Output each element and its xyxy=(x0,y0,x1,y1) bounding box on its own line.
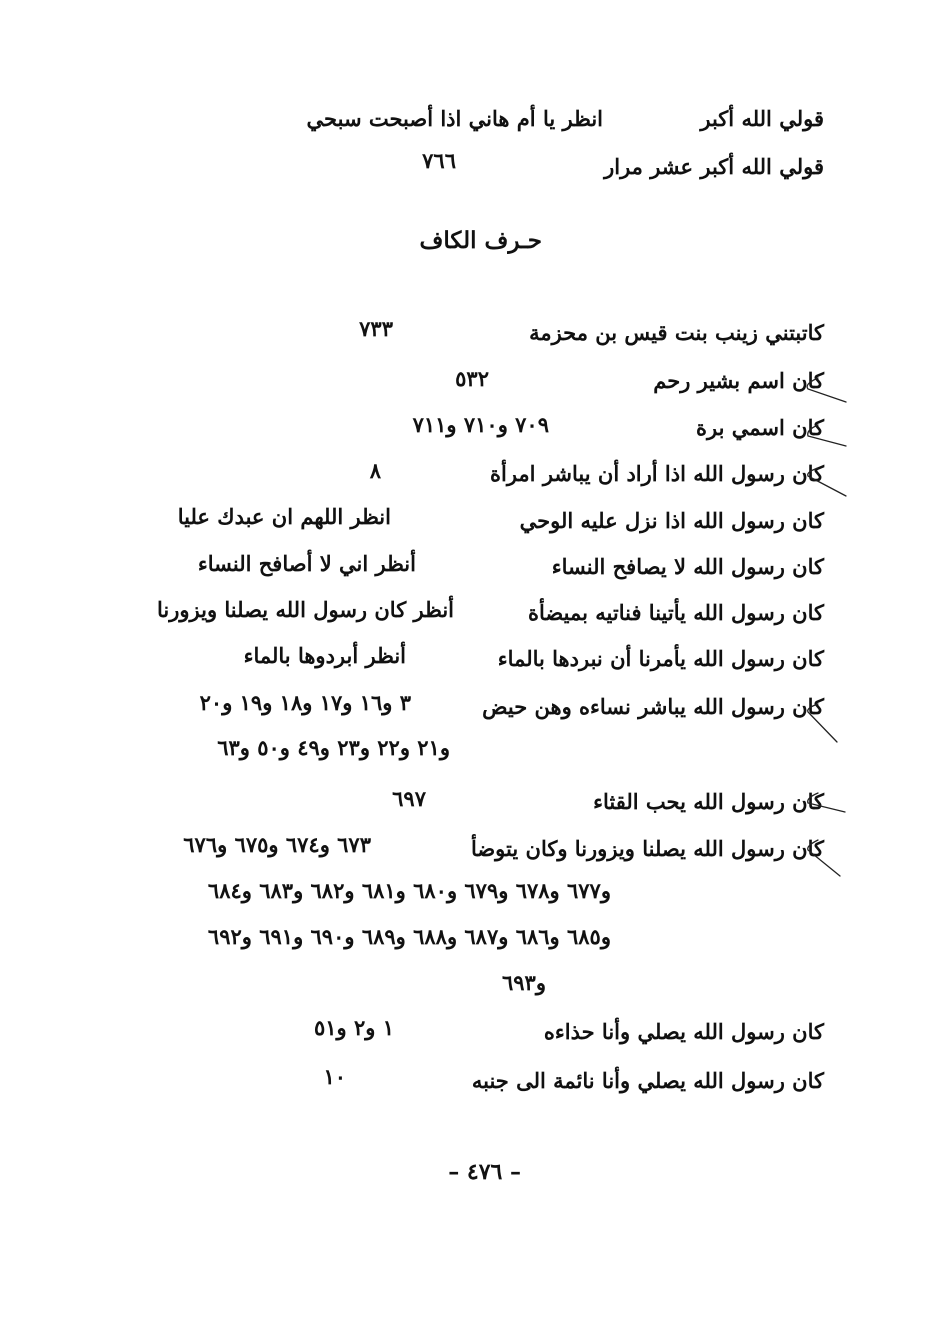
entry-text: قولي الله أكبر عشر مرار xyxy=(604,154,824,179)
entry-refs: ٨ xyxy=(369,458,381,483)
entry-text: كان رسول الله يصلي وأنا نائمة الى جنبه xyxy=(471,1068,824,1093)
entry-text: كان رسول الله يصلي وأنا حذاءه xyxy=(543,1019,824,1044)
entry-text: قولي الله أكبر xyxy=(700,106,824,131)
entry-refs-continued: و٦٨٥ و٦٨٦ و٦٨٧ و٦٨٨ و٦٨٩ و٦٩٠ و٦٩١ و٦٩٢ xyxy=(207,924,611,949)
entry-text: كان رسول الله يأمرنا أن نبردها بالماء xyxy=(497,646,824,671)
entry-refs: ٦٧٣ و٦٧٤ و٦٧٥ و٦٧٦ xyxy=(183,832,371,857)
entry-text: كان رسول الله يأتينا فناتيه بميضأة xyxy=(528,600,824,625)
entry-refs: ٧٦٦ xyxy=(422,148,456,173)
entry-text: كاتبتني زينب بنت قيس بن محزمة xyxy=(529,320,824,345)
entry-refs: ٣ و١٦ و١٧ و١٨ و١٩ و٢٠ xyxy=(199,690,411,715)
entry-refs: ٧٣٣ xyxy=(359,316,393,341)
entry-text: كان رسول الله يحب القثاء xyxy=(593,789,824,814)
entry-see-reference: أنظر أبردوها بالماء xyxy=(243,643,406,668)
entry-see-reference: أنظر اني لا أصافح النساء xyxy=(197,551,416,576)
entry-text: كان رسول الله يباشر نساءه وهن حيض xyxy=(482,694,824,719)
entry-text: كان رسول الله يصلنا ويزورنا وكان يتوضأ xyxy=(470,836,824,861)
entry-refs-continued: و٢١ و٢٢ و٢٣ و٤٩ و٥٠ و٦٣ xyxy=(217,735,450,760)
entry-refs: ٦٩٧ xyxy=(392,786,426,811)
entry-text: كان اسمي برة xyxy=(696,415,824,440)
entry-refs: ٥٣٢ xyxy=(455,366,489,391)
section-heading: حـرف الكاف xyxy=(419,227,542,254)
entry-text: كان رسول الله لا يصافح النساء xyxy=(551,554,824,579)
entry-refs: ١ و٢ و٥١ xyxy=(313,1015,394,1040)
entry-refs-continued: و٦٩٣ xyxy=(502,970,546,995)
entry-text: كان اسم بشير رحم xyxy=(653,368,824,393)
entry-refs-continued: و٦٧٧ و٦٧٨ و٦٧٩ و٦٨٠ و٦٨١ و٦٨٢ و٦٨٣ و٦٨٤ xyxy=(207,878,611,903)
entry-refs: ٧٠٩ و٧١٠ و٧١١ xyxy=(412,412,549,437)
entry-see-reference: انظر اللهم ان عبدك عليا xyxy=(177,504,391,529)
entry-see-reference: انظر يا أم هاني اذا أصبحت سبحي xyxy=(306,106,603,131)
entry-refs: ١٠ xyxy=(323,1064,346,1089)
entry-text: كان رسول الله اذا أراد أن يباشر امرأة xyxy=(490,461,824,486)
entry-see-reference: أنظر كان رسول الله يصلنا ويزورنا xyxy=(157,597,454,622)
page-number: – ٤٧٦ – xyxy=(448,1159,521,1185)
entry-text: كان رسول الله اذا نزل عليه الوحي xyxy=(519,508,824,533)
